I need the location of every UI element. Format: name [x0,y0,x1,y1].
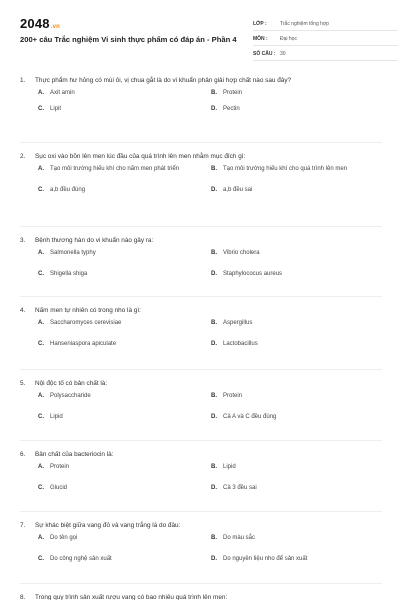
option-text: Aspergillus [223,320,253,326]
page-title: 200+ câu Trắc nghiệm Vi sinh thực phẩm có đáp án - Phần 4 [20,35,237,44]
option-letter: C. [38,106,44,112]
answer-option[interactable] [38,319,206,327]
option-letter: B. [211,90,217,96]
option-text: Cả A và C đều đúng [223,414,277,420]
question-text: Nấm men tự nhiên có trong nho là gì: [35,307,141,314]
question-divider [20,440,382,441]
option-text: a,b đều sai [223,187,253,193]
option-text: Do màu sắc [223,535,256,541]
question-item [20,593,382,600]
option-text: Hanseniaspora apiculate [50,341,117,347]
option-text: Glucid [50,485,68,491]
answer-option[interactable] [38,555,206,563]
question-item [20,450,382,491]
option-letter: A. [38,250,44,256]
option-text: Do công nghệ sản xuất [50,556,112,562]
option-letter: B. [211,464,217,470]
answer-option[interactable] [38,270,206,278]
answer-option[interactable] [38,463,206,471]
meta-panel [253,18,398,63]
question-text: Bệnh thương hàn do vi khuẩn nào gây ra: [35,237,154,244]
option-letter: A. [38,535,44,541]
answer-option[interactable] [38,340,206,348]
question-divider [20,583,382,584]
option-text: Shigella shiga [50,271,88,277]
option-letter: B. [211,393,217,399]
option-letter: A. [38,464,44,470]
question-number: 5. [20,380,26,387]
question-header [20,306,382,315]
question-divider [20,369,382,370]
question-divider [20,511,382,512]
option-letter: D. [211,106,217,112]
meta-row-class [253,18,398,31]
answer-option[interactable] [38,165,206,173]
question-header [20,593,382,600]
question-divider [20,296,382,297]
answer-option[interactable] [211,186,379,194]
option-text: Salmonella typhy [50,250,96,256]
option-letter: A. [38,166,44,172]
answer-option[interactable] [211,392,379,400]
option-letter: C. [38,414,44,420]
question-header [20,379,382,388]
answer-option[interactable] [211,534,379,542]
option-letter: B. [211,250,217,256]
question-header [20,152,382,161]
option-letter: A. [38,320,44,326]
answer-option[interactable] [38,249,206,257]
option-letter: D. [211,414,217,420]
answer-option[interactable] [211,105,379,113]
question-divider [20,226,382,227]
answer-option[interactable] [211,463,379,471]
option-text: Do nguyên liệu nho để sản xuất [223,556,308,562]
logo-main: 2048 [20,16,50,31]
option-text: Lipit [50,106,62,112]
option-letter: A. [38,393,44,399]
meta-label: SỐ CÂU : [253,51,276,57]
question-number: 2. [20,153,26,160]
option-text: Lactobacillus [223,341,258,347]
question-number: 3. [20,237,26,244]
option-letter: C. [38,556,44,562]
meta-row-count [253,48,398,61]
question-item [20,236,382,277]
answer-option[interactable] [38,392,206,400]
option-letter: D. [211,556,217,562]
option-text: Tạo môi trường hiếu khí cho nấm men phát triển [50,166,180,172]
answer-option[interactable] [211,165,379,173]
question-text: Sự khác biệt giữa vang đỏ và vang trắng là do đâu: [35,522,181,529]
question-number: 6. [20,451,26,458]
answer-option[interactable] [211,340,379,348]
question-item [20,379,382,420]
option-text: Cả 3 đều sai [223,485,257,491]
meta-row-subject [253,33,398,46]
answer-option[interactable] [211,319,379,327]
answer-option[interactable] [38,413,206,421]
answer-option[interactable] [211,555,379,563]
meta-value: Trắc nghiệm tổng hợp [280,21,329,27]
question-text: Trong quy trình sản xuất rượu vang có bao nhiêu quá trình lên men: [35,594,228,600]
option-letter: D. [211,271,217,277]
question-number: 4. [20,307,26,314]
answer-option[interactable] [38,534,206,542]
option-letter: C. [38,187,44,193]
option-text: Tạo môi trường hiếu khí cho quá trình lên men [223,166,348,172]
question-divider [20,142,382,143]
option-letter: D. [211,187,217,193]
option-text: Protein [223,393,243,399]
answer-option[interactable] [211,89,379,97]
option-text: Protein [50,464,70,470]
question-item [20,76,382,112]
option-text: Saccharomyces cerevisiae [50,320,122,326]
option-letter: D. [211,341,217,347]
option-letter: B. [211,535,217,541]
logo-suffix: .vn [50,24,61,30]
option-text: Staphylococus aureus [223,271,283,277]
option-text: Protein [223,90,243,96]
answer-option[interactable] [211,413,379,421]
option-text: Axit amin [50,90,75,96]
option-letter: C. [38,485,44,491]
question-text: Sục oxi vào bồn lên men lúc đầu của quá trình lên men nhằm mục đích gì: [35,153,246,160]
question-header [20,450,382,459]
option-letter: C. [38,341,44,347]
option-text: Do tên gọi [50,535,78,541]
option-letter: A. [38,90,44,96]
option-text: Lipid [50,414,63,420]
meta-value: Đại học [280,36,297,42]
question-text: Thực phẩm hư hỏng có mùi ôi, vị chua gắt là do vi khuẩn phân giải hợp chất nào sau đây? [35,77,292,84]
option-text: Polysaccharide [50,393,91,399]
option-text: Vibrio cholera [223,250,260,256]
meta-value: 30 [280,51,286,57]
question-header [20,521,382,530]
option-letter: B. [211,166,217,172]
answer-option[interactable] [38,105,206,113]
option-text: Pectin [223,106,240,112]
option-letter: D. [211,485,217,491]
answer-option[interactable] [38,186,206,194]
question-item [20,152,382,193]
page-header [20,14,380,64]
answer-option[interactable] [211,249,379,257]
option-text: Lipid [223,464,236,470]
question-number: 1. [20,77,26,84]
option-letter: B. [211,320,217,326]
site-logo[interactable] [20,16,60,31]
answer-option[interactable] [211,484,379,492]
question-text: Bản chất của bacteriocin là: [35,451,114,458]
question-number: 8. [20,594,26,600]
question-item [20,306,382,347]
option-text: a,b đều đúng [50,187,86,193]
meta-label: MÔN : [253,36,268,42]
question-header [20,236,382,245]
question-text: Nội độc tố có bản chất là: [35,380,108,387]
answer-option[interactable] [38,89,206,97]
answer-option[interactable] [38,484,206,492]
question-item [20,521,382,562]
question-number: 7. [20,522,26,529]
answer-option[interactable] [211,270,379,278]
option-letter: C. [38,271,44,277]
question-header [20,76,382,85]
meta-label: LỚP : [253,21,267,27]
